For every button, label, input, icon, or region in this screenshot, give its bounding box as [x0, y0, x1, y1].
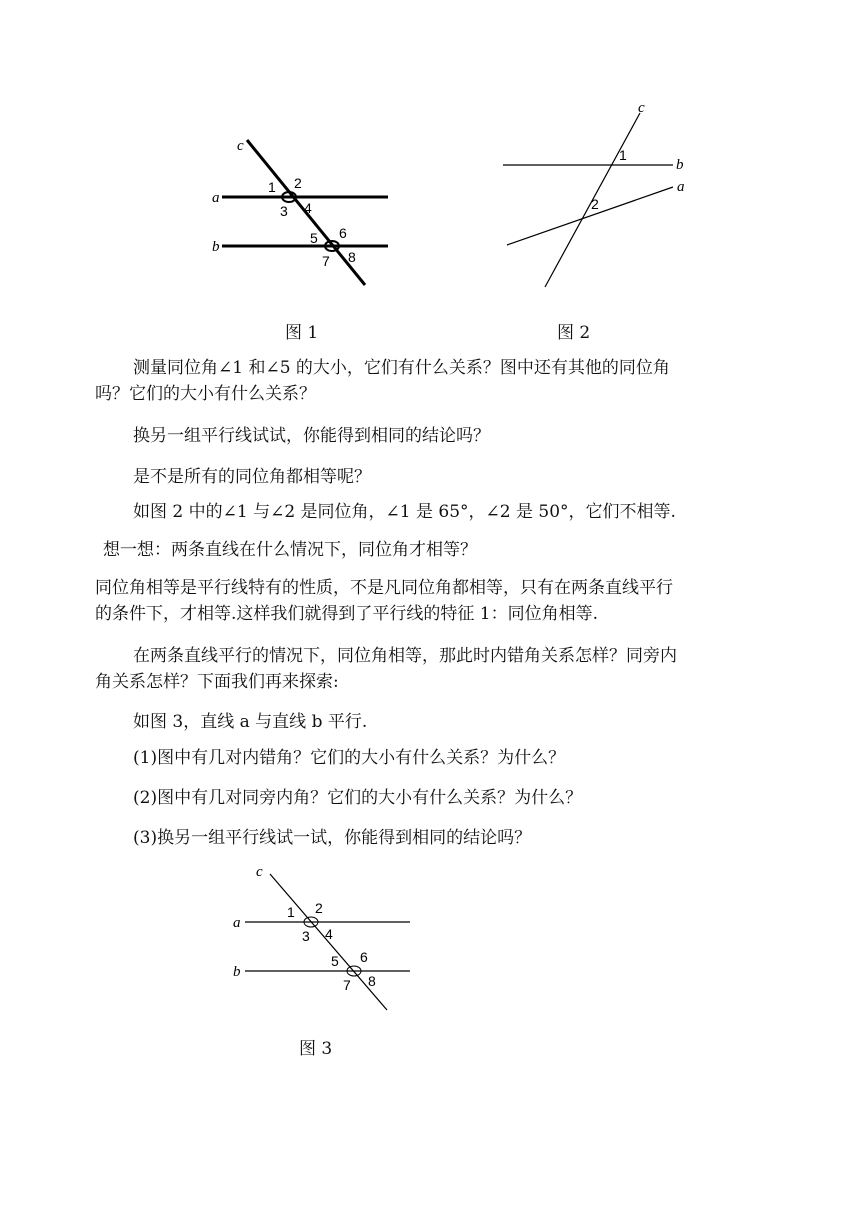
figure-2: [495, 95, 705, 295]
paragraph-6-line-1: 同位角相等是平行线特有的性质，不是凡同位角都相等，只有在两条直线平行: [95, 578, 673, 598]
label-a: a: [212, 190, 220, 206]
angle-1: 1: [287, 904, 295, 920]
paragraph-7-line-1: 在两条直线平行的情况下，同位角相等，那此时内错角关系怎样？同旁内: [133, 646, 677, 666]
angle-3: 3: [302, 928, 310, 944]
figure-1-caption: 图 1: [285, 323, 319, 343]
angle-6: 6: [339, 225, 347, 241]
paragraph-6-line-2: 的条件下，才相等.这样我们就得到了平行线的特征 1：同位角相等.: [95, 604, 599, 624]
label-a: a: [233, 915, 241, 931]
paragraph-7-line-2: 角关系怎样？下面我们再来探索:: [95, 672, 339, 692]
angle-8: 8: [348, 249, 356, 265]
label-b: b: [233, 964, 241, 980]
angle-1: 1: [619, 147, 627, 163]
paragraph-3: 是不是所有的同位角都相等呢？: [133, 467, 371, 487]
paragraph-4: 如图 2 中的∠1 与∠2 是同位角，∠1 是 65°，∠2 是 50°，它们不相等.: [133, 502, 676, 522]
figure-2-caption: 图 2: [557, 323, 591, 343]
label-b: b: [676, 157, 684, 173]
line-a: [507, 187, 673, 245]
angle-3: 3: [280, 203, 288, 219]
angle-2: 2: [294, 175, 302, 191]
line-c: [270, 874, 387, 1010]
angle-2: 2: [315, 900, 323, 916]
figure-3: [225, 860, 425, 1020]
label-c: c: [237, 138, 244, 154]
paragraph-1-line-1: 测量同位角∠1 和∠5 的大小，它们有什么关系？图中还有其他的同位角: [133, 358, 670, 378]
label-c: c: [638, 100, 645, 116]
question-2: (2)图中有几对同旁内角？它们的大小有什么关系？为什么？: [133, 788, 583, 808]
label-a: a: [677, 179, 685, 195]
angle-5: 5: [310, 230, 318, 246]
angle-5: 5: [331, 953, 339, 969]
angle-4: 4: [325, 926, 333, 942]
paragraph-2: 换另一组平行线试试，你能得到相同的结论吗？: [133, 426, 490, 446]
paragraph-5: 想一想：两条直线在什么情况下，同位角才相等？: [103, 540, 477, 560]
question-3: (3)换另一组平行线试一试，你能得到相同的结论吗？: [133, 828, 532, 848]
angle-6: 6: [360, 949, 368, 965]
figure-3-caption: 图 3: [299, 1039, 333, 1059]
angle-4: 4: [304, 200, 312, 216]
label-c: c: [256, 864, 263, 880]
paragraph-1-line-2: 吗？它们的大小有什么关系？: [95, 384, 316, 404]
figure-1: [200, 130, 400, 295]
label-b: b: [212, 239, 220, 255]
angle-2: 2: [591, 196, 599, 212]
question-1: (1)图中有几对内错角？它们的大小有什么关系？为什么？: [133, 748, 566, 768]
paragraph-8: 如图 3，直线 a 与直线 b 平行.: [133, 712, 368, 732]
angle-1: 1: [268, 179, 276, 195]
angle-7: 7: [343, 977, 351, 993]
angle-8: 8: [368, 973, 376, 989]
angle-7: 7: [322, 253, 330, 269]
